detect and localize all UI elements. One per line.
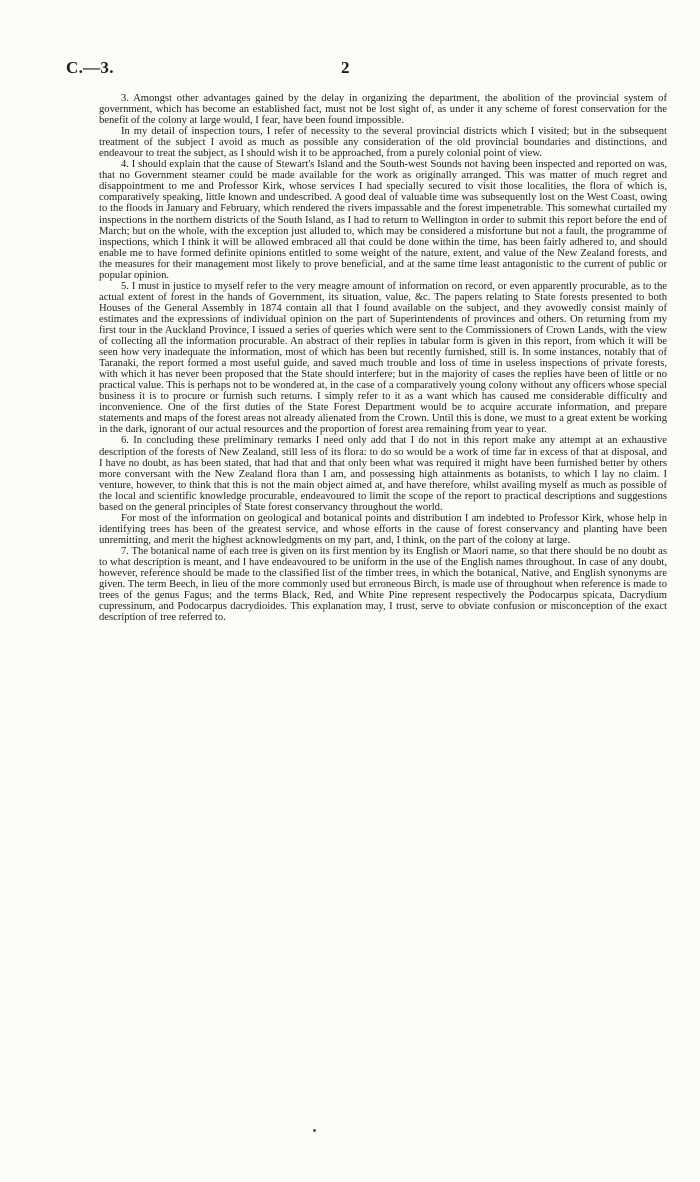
- body-text: [99, 93, 667, 623]
- paragraph-6: 6. In concluding these preliminary remarks I need only add that I do not in this report make any attempt at an exhaustive description of the forests of New Zealand, still less of its flora: to do so would be a work of time far in excess of that at disposal, and I have no doubt, as has been stated, that had that and that only been what was required it might have been furnished better by others more conversant with the New Zealand flora than I am, and possessing high attainments as botanists, to which I lay no claim. I venture, however, to think that this is not the main object aimed at, and have therefore, whilst availing myself as much as possible of the local and scientific knowledge procurable, endeavoured to limit the scope of the report to practical descriptions and suggestions based on the general principles of State forest conservancy throughout the world.: [99, 435, 667, 513]
- paragraph-4: 4. I should explain that the cause of Stewart's Island and the South-west Sounds not having been inspected and reported on was, that no Government steamer could be made available for the work as originally arranged. This was matter of much regret and disappointment to me and Professor Kirk, whose services I had specially secured to visit those localities, the flora of which is, comparatively speaking, little known and undescribed. A good deal of valuable time was subsequently lost on the West Coast, owing to the floods in January and February, which rendered the rivers impassable and the forest impenetrable. This somewhat curtailed my inspections in the northern districts of the South Island, as I had to return to Wellington in order to submit this report before the end of March; but on the whole, with the exception just alluded to, which may be considered a misfortune but not a fault, the programme of inspections, which I think it will be allowed embraced all that could be done within the time, has been fairly adhered to, and should enable me to have formed definite opinions entitled to some weight of the nature, extent, and value of the New Zealand forests, and the measures for their management most likely to prove beneficial, and at the same time least antagonistic to the current of public or popular opinion.: [99, 159, 667, 281]
- paragraph-3-continued: In my detail of inspection tours, I refer of necessity to the several provincial districts which I visited; but in the subsequent treatment of the subject I avoid as much as possible any consideration of the old provincial boundaries and distinctions, and endeavour to treat the subject, as I should wish it to be approached, from a purely colonial point of view.: [99, 126, 667, 160]
- page-number: 2: [341, 58, 350, 77]
- print-speck: [313, 1129, 316, 1132]
- paragraph-7: 7. The botanical name of each tree is given on its first mention by its English or Maori name, so that there should be no doubt as to what description is meant, and I have endeavoured to be uniform in the use of the English names throughout. In case of any doubt, however, reference should be made to the classified list of the timber trees, in which the botanical, Native, and English synonyms are given. The term Beech, in lieu of the more commonly used but erroneous Birch, is made use of throughout when reference is made to trees of the genus Fagus; and the terms Black, Red, and White Pine represent respectively the Podocarpus spicata, Dacrydium cupressinum, and Podocarpus dacrydioides. This explanation may, I trust, serve to obviate confusion or misconception of the exact description of tree referred to.: [99, 545, 667, 624]
- paragraph-3: 3. Amongst other advantages gained by the delay in organizing the department, the abolition of the provincial system of government, which has become an established fact, must not be lost sight of, as under it any scheme of forest conservation for the benefit of the colony at large would, I fear, have been found impossible.: [99, 93, 667, 127]
- page-header: [66, 58, 644, 80]
- paragraph-5: 5. I must in justice to myself refer to the very meagre amount of information on record, or even apparently procurable, as to the actual extent of forest in the hands of Government, its situation, value, &c. The papers relating to State forests presented to both Houses of the General Assembly in 1874 contain all that I found available on the subject, and they avowedly consist mainly of estimates and the expressions of individual opinion on the part of Superintendents of provinces and others. On returning from my first tour in the Auckland Province, I issued a series of queries which were sent to the Commissioners of Crown Lands, with the view of collecting all the information procurable. An abstract of their replies in tabular form is given in this report, from which it will be seen how very inadequate the information, most of which has been but recently furnished, still is. In some instances, notably that of Taranaki, the report formed a most useful guide, and saved much trouble and loss of time in useless inspections of private forests, with which it has never been proposed that the State should interfere; but in the majority of cases the replies have been of little or no practical value. This is perhaps not to be wondered at, in the case of a comparatively young colony without any officers whose special business it is to procure or furnish such returns. I simply refer to it as a want which has caused me considerable difficulty and inconvenience. One of the first duties of the State Forest Department would be to acquire accurate information, and prepare statements and maps of the forest areas not already alienated from the Crown. Until this is done, we must to a great extent be working in the dark, ignorant of our actual resources and the proportion of forest area remaining from year to year.: [99, 280, 667, 436]
- document-code: C.—3.: [66, 58, 114, 77]
- paragraph-6-continued: For most of the information on geological and botanical points and distribution I am indebted to Professor Kirk, whose help in identifying trees has been of the greatest service, and whose efforts in the cause of forest conservancy and planting have been unremitting, and merit the highest acknowledgments on my part, and, I think, on the part of the colony at large.: [99, 512, 667, 546]
